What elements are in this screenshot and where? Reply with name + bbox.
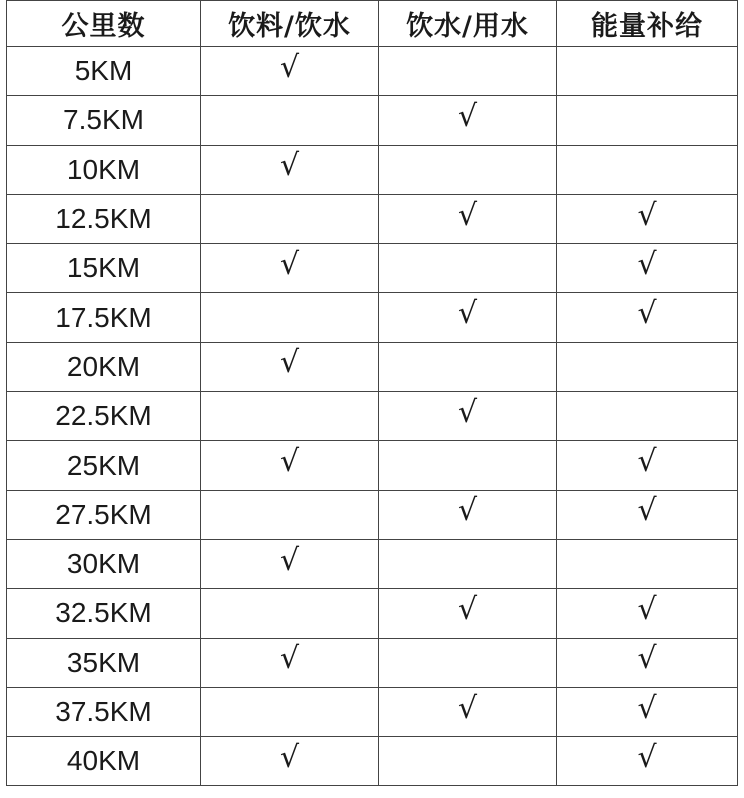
drinks-water-cell (201, 589, 379, 638)
water-use-cell (379, 47, 557, 96)
drinks-water-cell (201, 194, 379, 243)
header-drinks-water: 饮料/饮水 (201, 1, 379, 47)
km-cell: 10KM (7, 145, 201, 194)
km-cell: 37.5KM (7, 687, 201, 736)
water-use-cell (379, 244, 557, 293)
check-mark: √ (457, 296, 478, 332)
header-km: 公里数 (7, 1, 201, 47)
check-mark: √ (279, 542, 300, 578)
water-use-cell (379, 638, 557, 687)
check-mark: √ (279, 444, 300, 480)
energy-supply-cell (557, 194, 738, 243)
check-mark: √ (457, 394, 478, 430)
header-energy-supply: 能量补给 (557, 1, 738, 47)
energy-supply-cell (557, 687, 738, 736)
energy-supply-cell (557, 244, 738, 293)
energy-supply-cell (557, 539, 738, 588)
check-mark: √ (637, 641, 657, 677)
energy-supply-cell (557, 96, 738, 145)
energy-supply-cell (557, 293, 738, 342)
water-use-cell (379, 687, 557, 736)
km-cell: 27.5KM (7, 490, 201, 539)
water-use-cell (379, 392, 557, 441)
check-mark: √ (279, 641, 300, 677)
check-mark: √ (279, 739, 300, 775)
drinks-water-cell (201, 539, 379, 588)
water-use-cell (379, 293, 557, 342)
drinks-water-cell (201, 96, 379, 145)
water-use-cell (379, 96, 557, 145)
drinks-water-cell (201, 441, 379, 490)
table-row (7, 441, 738, 490)
table-row (7, 47, 738, 96)
check-mark: √ (457, 197, 478, 233)
energy-supply-cell (557, 638, 738, 687)
energy-supply-cell (557, 441, 738, 490)
km-cell: 40KM (7, 737, 201, 786)
check-mark: √ (279, 246, 300, 282)
km-cell: 17.5KM (7, 293, 201, 342)
energy-supply-cell (557, 392, 738, 441)
energy-supply-cell (557, 145, 738, 194)
water-use-cell (379, 490, 557, 539)
table-row (7, 244, 738, 293)
table-header-row (7, 1, 738, 47)
drinks-water-cell (201, 342, 379, 391)
table-row (7, 194, 738, 243)
table-row (7, 96, 738, 145)
water-use-cell (379, 539, 557, 588)
km-cell: 30KM (7, 539, 201, 588)
drinks-water-cell (201, 145, 379, 194)
table-row (7, 392, 738, 441)
drinks-water-cell (201, 47, 379, 96)
km-cell: 32.5KM (7, 589, 201, 638)
check-mark: √ (637, 197, 657, 233)
table-row (7, 687, 738, 736)
energy-supply-cell (557, 342, 738, 391)
table-row (7, 737, 738, 786)
check-mark: √ (457, 591, 478, 627)
table-row (7, 539, 738, 588)
energy-supply-cell (557, 737, 738, 786)
drinks-water-cell (201, 244, 379, 293)
drinks-water-cell (201, 490, 379, 539)
check-mark: √ (637, 493, 657, 529)
water-use-cell (379, 342, 557, 391)
table-row (7, 638, 738, 687)
energy-supply-cell (557, 47, 738, 96)
energy-supply-cell (557, 490, 738, 539)
km-cell: 5KM (7, 47, 201, 96)
check-mark: √ (457, 98, 478, 134)
check-mark: √ (637, 690, 657, 726)
km-cell: 22.5KM (7, 392, 201, 441)
check-mark: √ (457, 493, 478, 529)
water-use-cell (379, 194, 557, 243)
km-cell: 15KM (7, 244, 201, 293)
table-row (7, 490, 738, 539)
check-mark: √ (279, 49, 300, 85)
water-use-cell (379, 737, 557, 786)
table-row (7, 145, 738, 194)
water-use-cell (379, 441, 557, 490)
table-row (7, 589, 738, 638)
km-cell: 25KM (7, 441, 201, 490)
table-row (7, 342, 738, 391)
km-cell: 12.5KM (7, 194, 201, 243)
drinks-water-cell (201, 737, 379, 786)
drinks-water-cell (201, 638, 379, 687)
check-mark: √ (279, 148, 300, 184)
water-use-cell (379, 145, 557, 194)
drinks-water-cell (201, 293, 379, 342)
check-mark: √ (637, 444, 657, 480)
supply-station-table (6, 0, 738, 786)
drinks-water-cell (201, 392, 379, 441)
drinks-water-cell (201, 687, 379, 736)
check-mark: √ (637, 591, 657, 627)
km-cell: 35KM (7, 638, 201, 687)
km-cell: 7.5KM (7, 96, 201, 145)
check-mark: √ (637, 246, 657, 282)
km-cell: 20KM (7, 342, 201, 391)
header-water-use: 饮水/用水 (379, 1, 557, 47)
check-mark: √ (637, 296, 657, 332)
check-mark: √ (279, 345, 300, 381)
table-row (7, 293, 738, 342)
check-mark: √ (457, 690, 478, 726)
water-use-cell (379, 589, 557, 638)
energy-supply-cell (557, 589, 738, 638)
check-mark: √ (637, 739, 657, 775)
